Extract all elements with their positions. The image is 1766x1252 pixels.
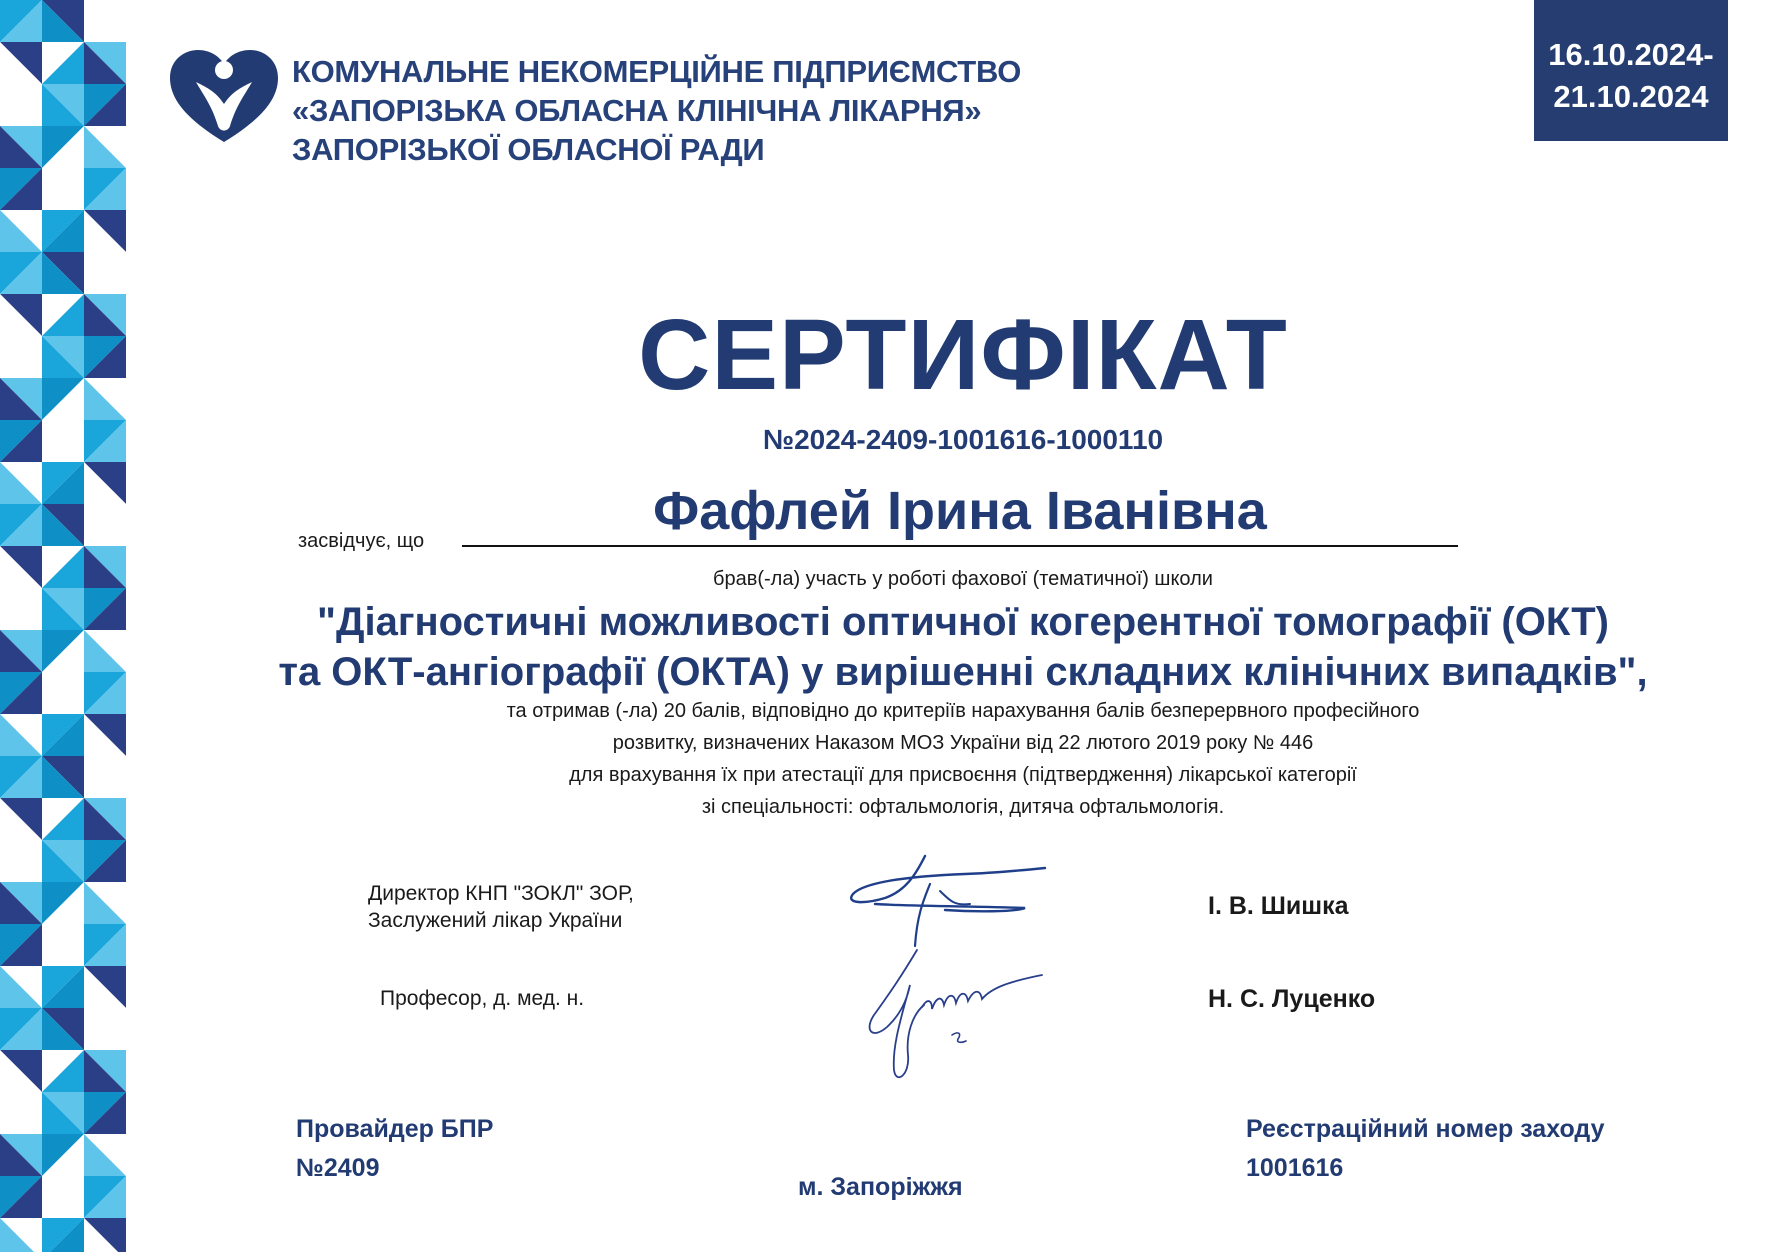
points-text-line-1: та отримав (-ла) 20 балів, відповідно до критеріїв нарахування балів безперервного професійного [506,700,1420,722]
date-end: 21.10.2024 [1553,79,1709,114]
points-text-line-4: зі спеціальності: офтальмологія, дитяча офтальмологія. [701,796,1225,818]
points-text-line-2: розвитку, визначених Наказом МОЗ України від 22 лютого 2019 року № 446 [612,732,1314,754]
director-signature [845,846,1050,951]
professor-signature [862,945,1052,1085]
course-title-line-1: "Діагностичні можливості оптичної когерентної томографії (ОКТ) [317,600,1609,644]
date-start: 16.10.2024- [1548,37,1714,72]
provider-block [296,1110,493,1188]
director-title-line-1: Директор КНП "ЗОКЛ" ЗОР, [368,882,634,905]
registration-number: 1001616 [1246,1154,1344,1182]
certificate-title: СЕРТИФІКАТ [638,299,1288,411]
name-underline [462,545,1458,547]
organization-name [292,52,1021,169]
provider-label: Провайдер БПР [296,1115,494,1143]
certificate-number: №2024-2409-1001616-1000110 [762,424,1164,455]
organization-line-1: КОМУНАЛЬНЕ НЕКОМЕРЦІЙНЕ ПІДПРИЄМСТВО [292,54,1022,89]
certifies-label: засвідчує, що [298,530,425,552]
registration-block [1246,1110,1605,1188]
heart-person-logo-icon [168,48,280,144]
provider-number: №2409 [296,1154,380,1182]
director-title-line-2: Заслужений лікар України [368,909,623,932]
director-title [368,880,634,934]
recipient-name: Фафлей Ірина Іванівна [653,481,1267,541]
professor-name: Н. С. Луценко [1208,985,1376,1013]
course-title-line-2: та ОКТ-ангіографії (ОКТА) у вирішенні складних клінічних випадків", [278,650,1648,694]
points-text-line-3: для врахування їх при атестації для присвоєння (підтвердження) лікарської категорії [569,764,1357,786]
registration-label: Реєстраційний номер заходу [1246,1115,1605,1143]
professor-title: Професор, д. мед. н. [380,987,585,1010]
took-part-text: брав(-ла) участь у роботі фахової (тематичної) школи [713,568,1213,590]
director-name: І. В. Шишка [1208,892,1349,920]
date-range-badge [1534,0,1728,141]
organization-line-2: «ЗАПОРІЗЬКА ОБЛАСНА КЛІНІЧНА ЛІКАРНЯ» [292,93,982,128]
city: м. Запоріжжя [798,1173,963,1201]
organization-line-3: ЗАПОРІЗЬКОЇ ОБЛАСНОЇ РАДИ [292,132,765,167]
